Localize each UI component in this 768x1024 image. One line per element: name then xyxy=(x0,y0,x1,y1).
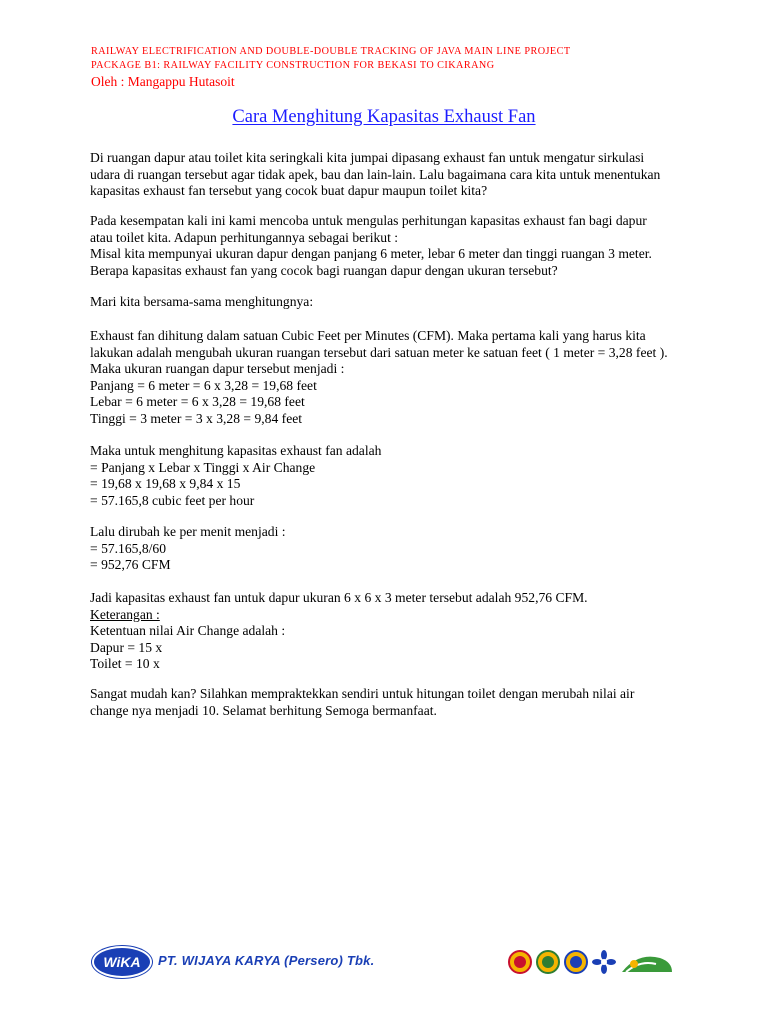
text-line: Maka untuk menghitung kapasitas exhaust fan adalah xyxy=(90,443,382,458)
text-line: Berapa kapasitas exhaust fan yang cocok bagi ruangan dapur dengan ukuran tersebut? xyxy=(90,262,558,278)
text-line: Mari kita bersama-sama menghitungnya: xyxy=(90,294,314,309)
text-line: = 19,68 x 19,68 x 9,84 x 15 xyxy=(90,476,241,491)
text-line: Toilet = 10 x xyxy=(90,656,160,671)
text-line: Lalu dirubah ke per menit menjadi : xyxy=(90,524,286,539)
text-line: = Panjang x Lebar x Tinggi x Air Change xyxy=(90,459,316,475)
paragraph-lead-in xyxy=(90,294,690,311)
text-line: Maka ukuran ruangan dapur tersebut menjadi : xyxy=(90,361,345,376)
text-line: Di ruangan dapur atau toilet kita seringkali kita jumpai dipasang exhaust fan untuk mengatur sirkulasi xyxy=(90,150,645,165)
keterangan-heading: Keterangan : xyxy=(90,606,160,622)
text-line: Sangat mudah kan? Silahkan mempraktekkan sendiri untuk hitungan toilet dengan merubah nilai air xyxy=(90,686,635,701)
text-line: Misal kita mempunyai ukuran dapur dengan panjang 6 meter, lebar 6 meter dan tinggi ruangan 3 meter. xyxy=(90,246,652,261)
text-line: atau toilet kita. Adapun perhitungannya sebagai berikut : xyxy=(90,229,399,245)
text-line: Lebar = 6 meter = 6 x 3,28 = 19,68 feet xyxy=(90,394,305,409)
text-line: change nya menjadi 10. Selamat berhitung Semoga bermanfaat. xyxy=(90,702,437,718)
paragraph-formula xyxy=(90,443,690,509)
flower-emblem-icon xyxy=(592,950,616,974)
text-line: Exhaust fan dihitung dalam satuan Cubic Feet per Minutes (CFM). Maka pertama kali yang harus kita xyxy=(90,328,646,343)
paragraph-intro xyxy=(90,150,690,200)
paragraph-context xyxy=(90,213,690,279)
footer-company-name: PT. WIJAYA KARYA (Persero) Tbk. xyxy=(158,953,375,968)
text-line: lakukan adalah mengubah ukuran ruangan tersebut dari satuan meter ke satuan feet ( 1 meter = 3,28 feet ). xyxy=(90,344,668,360)
document-title: Cara Menghitung Kapasitas Exhaust Fan xyxy=(232,107,536,127)
text-line: Pada kesempatan kali ini kami mencoba untuk mengulas perhitungan kapasitas exhaust fan bagi dapur xyxy=(90,213,647,228)
text-line: Ketentuan nilai Air Change adalah : xyxy=(90,623,286,638)
paragraph-conclusion xyxy=(90,590,690,673)
certification-badge-icon xyxy=(564,950,588,974)
wika-logo: WiKA xyxy=(92,946,152,978)
header-author: Oleh : Mangappu Hutasoit xyxy=(91,74,235,89)
paragraph-closing xyxy=(90,686,690,719)
text-line: Jadi kapasitas exhaust fan untuk dapur ukuran 6 x 6 x 3 meter tersebut adalah 952,76 CFM. xyxy=(90,590,588,605)
certification-badge-icon xyxy=(536,950,560,974)
text-line: Panjang = 6 meter = 6 x 3,28 = 19,68 feet xyxy=(90,377,317,393)
text-line: Tinggi = 3 meter = 3 x 3,28 = 9,84 feet xyxy=(90,410,303,426)
text-line: = 952,76 CFM xyxy=(90,557,171,572)
text-line: kapasitas exhaust fan tersebut yang cocok buat dapur maupun toilet kita? xyxy=(90,183,488,198)
text-line: = 57.165,8/60 xyxy=(90,540,167,556)
certification-badge-icon xyxy=(508,950,532,974)
header-project-line: RAILWAY ELECTRIFICATION AND DOUBLE-DOUBLE TRACKING OF JAVA MAIN LINE PROJECT xyxy=(91,46,571,57)
green-leaf-emblem-icon xyxy=(620,950,674,976)
header-package-line: PACKAGE B1: RAILWAY FACILITY CONSTRUCTION FOR BEKASI TO CIKARANG xyxy=(91,60,495,71)
paragraph-per-minute xyxy=(90,524,690,574)
paragraph-conversion xyxy=(90,328,690,427)
text-line: = 57.165,8 cubic feet per hour xyxy=(90,492,255,508)
text-line: Dapur = 15 x xyxy=(90,639,163,655)
text-line: udara di ruangan tersebut agar tidak apek, bau dan lain-lain. Lalu bagaimana cara kita untuk menentukan xyxy=(90,166,661,182)
